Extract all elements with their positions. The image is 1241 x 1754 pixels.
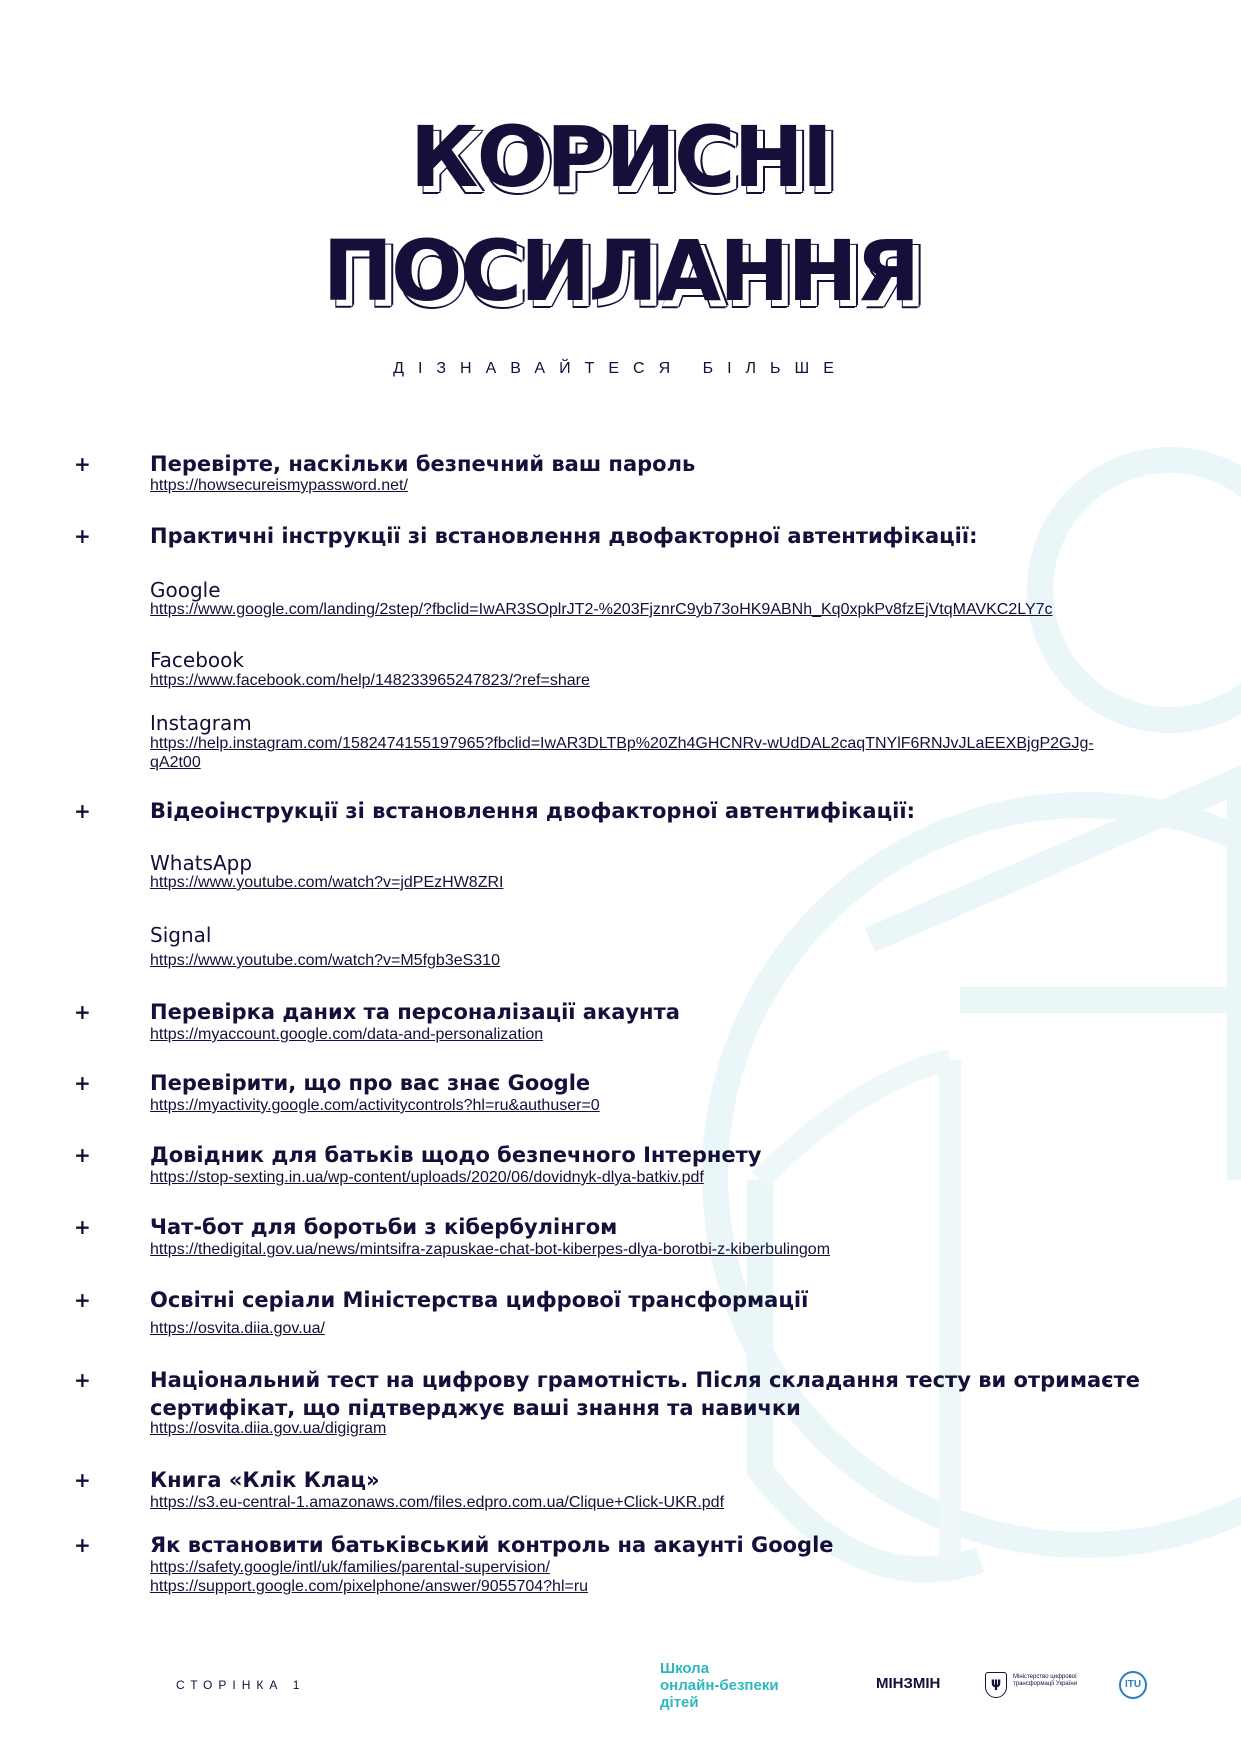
item-heading: Чат-бот для боротьби з кібербулінгом <box>150 1215 618 1239</box>
sub-link-signal[interactable]: https://www.youtube.com/watch?v=M5fgb3eS310 <box>150 952 500 969</box>
minzmin-logo <box>876 1675 940 1692</box>
plus-icon: + <box>74 1533 91 1557</box>
item-heading: Перевірити, що про вас знає Google <box>150 1071 591 1095</box>
plus-icon: + <box>74 799 91 823</box>
item-link[interactable]: https://howsecureismypassword.net/ <box>150 477 408 494</box>
plus-icon: + <box>74 1468 91 1492</box>
plus-icon: + <box>74 1288 91 1312</box>
item-link[interactable]: https://support.google.com/pixelphone/answer/9055704?hl=ru <box>150 1578 589 1595</box>
trident-icon: ψ <box>985 1672 1007 1698</box>
school-logo-line: дітей <box>660 1694 699 1711</box>
item-heading: Освітні серіали Міністерства цифрової трансформації <box>150 1288 809 1312</box>
sub-link-google[interactable]: https://www.google.com/landing/2step/?fbclid=IwAR3SOplrJT2-%203FjznrC9yb73oHK9ABNh_Kq0xpkPv8fzEjVtqMAVKC2LY7c <box>150 601 1053 618</box>
item-link[interactable]: https://myaccount.google.com/data-and-personalization <box>150 1026 544 1043</box>
sub-label-google: Google <box>150 578 221 602</box>
page-title-line-2: ПОСИЛАННЯ <box>322 222 919 320</box>
school-logo-line: Школа <box>660 1660 710 1677</box>
plus-icon: + <box>74 524 91 548</box>
plus-icon: + <box>74 1143 91 1167</box>
item-link[interactable]: https://osvita.diia.gov.ua/digigram <box>150 1420 387 1437</box>
plus-icon: + <box>74 1368 91 1392</box>
item-heading: Довідник для батьків щодо безпечного Інтернету <box>150 1143 762 1167</box>
school-logo <box>660 1660 779 1711</box>
item-heading: Книга «Клік Клац» <box>150 1468 380 1492</box>
page-title-line-1: КОРИСНІ <box>409 108 832 206</box>
sub-label-facebook: Facebook <box>150 648 244 672</box>
plus-icon: + <box>74 1000 91 1024</box>
page-subtitle: ДІЗНАВАЙТЕСЯ БІЛЬШЕ <box>393 360 848 377</box>
item-link[interactable]: https://safety.google/intl/uk/families/parental-supervision/ <box>150 1559 550 1576</box>
item-link[interactable]: https://stop-sexting.in.ua/wp-content/uploads/2020/06/dovidnyk-dlya-batkiv.pdf <box>150 1169 704 1186</box>
item-heading: Національний тест на цифрову грамотність. Після складання тесту ви отримаєте сертифікат, що підтверджує ваші знання та навички <box>150 1368 1141 1420</box>
item-link[interactable]: https://osvita.diia.gov.ua/ <box>150 1320 325 1337</box>
item-heading: Перевірте, наскільки безпечний ваш пароль <box>150 452 696 476</box>
minzmin-logo-text: МІНЗМІН <box>876 1675 941 1692</box>
item-link[interactable]: https://thedigital.gov.ua/news/mintsifra-zapuskae-chat-bot-kiberpes-dlya-borotbi-z-kiberbulingom <box>150 1241 831 1258</box>
item-heading: Як встановити батьківський контроль на акаунті Google <box>150 1533 834 1557</box>
sub-link-instagram[interactable]: https://help.instagram.com/1582474155197965?fbclid=IwAR3DLTBp%20Zh4GHCNRv-wUdDAL2caqTNYlF6RNJvJLaEEXBjgP2GJg- <box>150 735 1094 752</box>
sub-label-signal: Signal <box>150 923 212 947</box>
page-number: СТОРІНКА 1 <box>176 1678 306 1692</box>
item-link[interactable]: https://myactivity.google.com/activitycontrols?hl=ru&authuser=0 <box>150 1097 600 1114</box>
sub-label-whatsapp: WhatsApp <box>150 851 253 875</box>
sub-label-instagram: Instagram <box>150 711 252 735</box>
sub-link-facebook[interactable]: https://www.facebook.com/help/148233965247823/?ref=share <box>150 672 590 689</box>
plus-icon: + <box>74 1215 91 1239</box>
sub-link-instagram-cont[interactable]: qA2t00 <box>150 754 201 771</box>
item-link[interactable]: https://s3.eu-central-1.amazonaws.com/files.edpro.com.ua/Clique+Click-UKR.pdf <box>150 1494 725 1511</box>
plus-icon: + <box>74 1071 91 1095</box>
itu-logo: ITU <box>1119 1671 1147 1699</box>
school-logo-line: онлайн-безпеки <box>660 1677 779 1694</box>
item-heading: Практичні інструкції зі встановлення двофакторної автентифікації: <box>150 524 978 548</box>
item-heading: Перевірка даних та персоналізації акаунта <box>150 1000 680 1024</box>
ministry-logo <box>985 1672 1095 1702</box>
sub-link-whatsapp[interactable]: https://www.youtube.com/watch?v=jdPEzHW8ZRI <box>150 874 504 891</box>
ministry-logo-text: Міністерство цифрової трансформації України <box>1013 1674 1078 1687</box>
item-heading: Відеоінструкції зі встановлення двофакторної автентифікації: <box>150 799 915 823</box>
plus-icon: + <box>74 452 91 476</box>
